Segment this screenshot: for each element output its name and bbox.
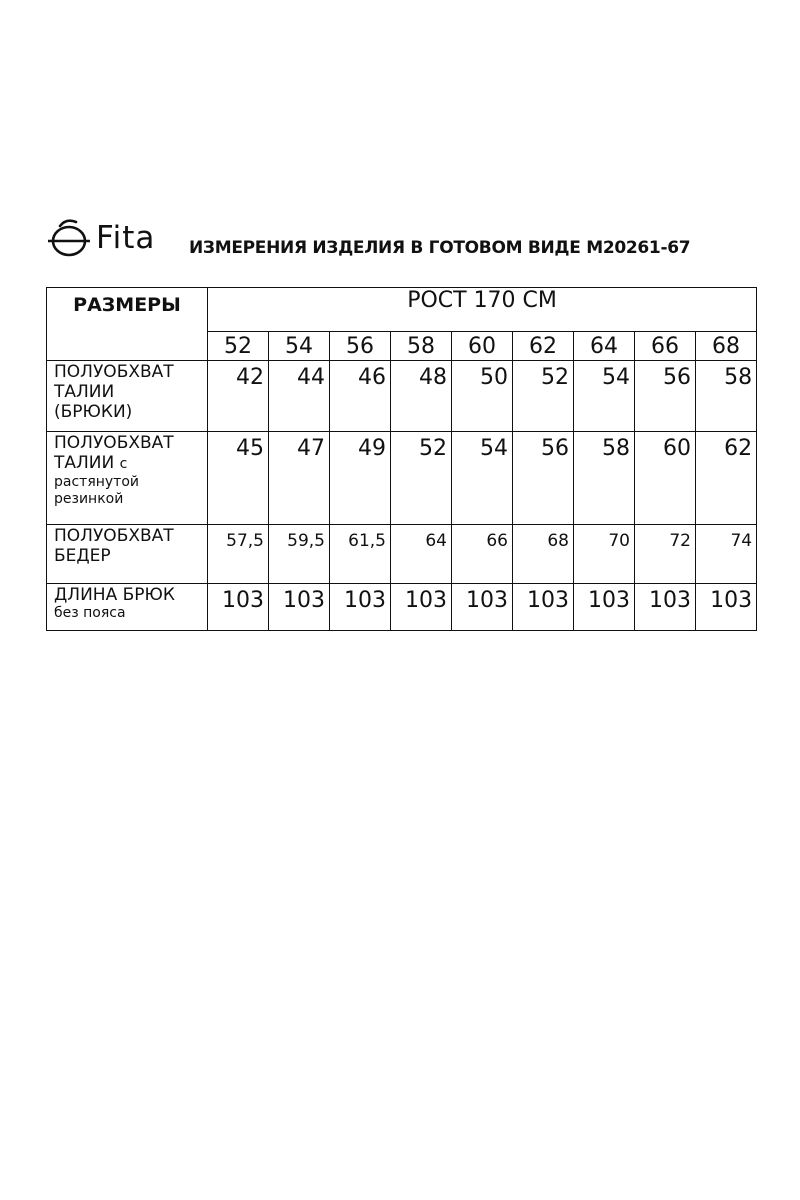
measurement-cell: 62 bbox=[696, 432, 757, 525]
measurement-cell: 48 bbox=[391, 361, 452, 432]
measurement-cell: 45 bbox=[208, 432, 269, 525]
measurement-cell: 103 bbox=[513, 584, 574, 631]
measurement-cell: 59,5 bbox=[269, 525, 330, 584]
size-header-cell: 62 bbox=[513, 332, 574, 361]
measurement-cell: 103 bbox=[330, 584, 391, 631]
size-header-cell: 64 bbox=[574, 332, 635, 361]
table-row bbox=[47, 525, 757, 584]
row-label-hips: ПОЛУОБХВАТ БЕДЕР bbox=[47, 525, 208, 584]
size-header-cell: 54 bbox=[269, 332, 330, 361]
measurement-cell: 66 bbox=[452, 525, 513, 584]
measurement-cell: 103 bbox=[391, 584, 452, 631]
measurement-cell: 44 bbox=[269, 361, 330, 432]
size-header-cell: 60 bbox=[452, 332, 513, 361]
measurement-cell: 58 bbox=[696, 361, 757, 432]
measurement-cell: 47 bbox=[269, 432, 330, 525]
table-row bbox=[47, 432, 757, 525]
measurement-cell: 49 bbox=[330, 432, 391, 525]
measurement-cell: 64 bbox=[391, 525, 452, 584]
size-header-cell: 68 bbox=[696, 332, 757, 361]
measurement-cell: 72 bbox=[635, 525, 696, 584]
table-header-row bbox=[47, 288, 757, 332]
row-label-trouser-length: ДЛИНА БРЮК без пояса bbox=[47, 584, 208, 631]
measurement-cell: 46 bbox=[330, 361, 391, 432]
measurement-cell: 52 bbox=[391, 432, 452, 525]
table-row bbox=[47, 584, 757, 631]
measurement-cell: 42 bbox=[208, 361, 269, 432]
document-header bbox=[46, 218, 766, 264]
measurement-cell: 103 bbox=[696, 584, 757, 631]
fita-theta-logo-icon bbox=[46, 218, 92, 258]
height-header: РОСТ 170 СМ bbox=[208, 288, 757, 332]
measurement-cell: 103 bbox=[452, 584, 513, 631]
size-header-cell: 58 bbox=[391, 332, 452, 361]
measurement-cell: 50 bbox=[452, 361, 513, 432]
sizes-header-label: РАЗМЕРЫ bbox=[47, 288, 208, 361]
size-header-cell: 56 bbox=[330, 332, 391, 361]
measurement-cell: 61,5 bbox=[330, 525, 391, 584]
size-header-cell: 52 bbox=[208, 332, 269, 361]
measurement-cell: 54 bbox=[574, 361, 635, 432]
measurement-cell: 57,5 bbox=[208, 525, 269, 584]
measurement-cell: 74 bbox=[696, 525, 757, 584]
measurement-cell: 56 bbox=[513, 432, 574, 525]
measurement-cell: 58 bbox=[574, 432, 635, 525]
row-label-waist-trousers: ПОЛУОБХВАТ ТАЛИИ (БРЮКИ) bbox=[47, 361, 208, 432]
document-title: ИЗМЕРЕНИЯ ИЗДЕЛИЯ В ГОТОВОМ ВИДЕ М20261-67 bbox=[189, 238, 691, 258]
row-label-waist-stretched: ПОЛУОБХВАТ ТАЛИИ с растянутой резинкой bbox=[47, 432, 208, 525]
measurement-cell: 52 bbox=[513, 361, 574, 432]
brand-name: Fita bbox=[96, 220, 156, 256]
measurement-cell: 103 bbox=[574, 584, 635, 631]
measurement-cell: 60 bbox=[635, 432, 696, 525]
measurement-cell: 103 bbox=[269, 584, 330, 631]
measurement-cell: 56 bbox=[635, 361, 696, 432]
table-row bbox=[47, 361, 757, 432]
measurement-cell: 103 bbox=[635, 584, 696, 631]
measurement-cell: 68 bbox=[513, 525, 574, 584]
size-table bbox=[46, 287, 757, 631]
measurement-cell: 103 bbox=[208, 584, 269, 631]
size-header-cell: 66 bbox=[635, 332, 696, 361]
measurement-cell: 54 bbox=[452, 432, 513, 525]
measurement-cell: 70 bbox=[574, 525, 635, 584]
